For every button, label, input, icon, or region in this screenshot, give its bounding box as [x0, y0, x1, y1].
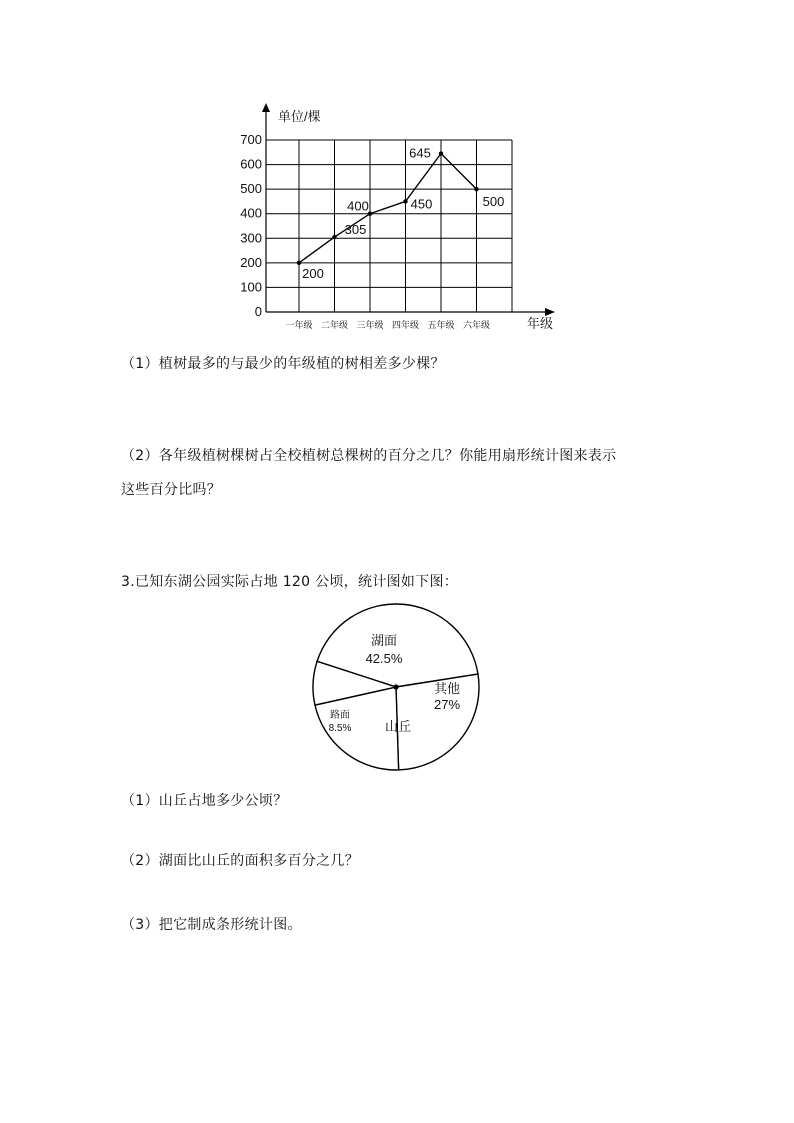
x-tick-label: 一年级 [285, 320, 313, 330]
chart-grid [266, 140, 512, 312]
y-axis-arrow [262, 103, 270, 112]
pie-slice-value: 27% [433, 697, 461, 712]
y-tick-label: 400 [240, 205, 262, 221]
pie-slice-value: 8.5% [328, 723, 352, 734]
series-line [299, 154, 477, 263]
y-tick-label: 700 [240, 132, 262, 147]
x-tick-label: 六年级 [462, 320, 491, 330]
section-3-prompt: 3.已知东湖公园实际占地 120 公顷，统计图如下图： [121, 574, 459, 590]
chart-axes [262, 103, 555, 316]
y-tick-label: 100 [240, 279, 262, 295]
x-tick-label: 四年级 [391, 320, 420, 330]
x-axis-label: 年级 [527, 316, 554, 331]
data-label: 400 [347, 198, 369, 214]
y-tick-label: 600 [240, 156, 262, 172]
data-label: 305 [344, 222, 367, 238]
y-tick-label: 200 [240, 254, 262, 270]
x-tick-label: 三年级 [356, 320, 384, 330]
section-3-question-2: （2）湖面比山丘的面积多百分之几？ [121, 853, 360, 869]
data-label: 200 [302, 265, 324, 281]
data-point [474, 187, 478, 191]
pie-chart [0, 595, 794, 785]
y-tick-label: 0 [254, 304, 262, 319]
data-point [439, 151, 443, 155]
data-point [403, 199, 407, 203]
pie-slice-value: 42.5% [365, 651, 403, 666]
x-axis-arrow [545, 308, 555, 316]
y-tick-labels [240, 132, 262, 319]
pie-slice-label: 路面 [330, 710, 350, 721]
pie-slice-label: 山丘 [384, 719, 412, 734]
y-tick-label: 300 [240, 230, 262, 246]
pie-center-dot [393, 684, 398, 689]
y-tick-label: 500 [240, 181, 262, 197]
question-1: （1）植树最多的与最少的年级植的树相差多少棵？ [121, 356, 445, 372]
pie-slice-label: 湖面 [370, 633, 398, 648]
data-point [297, 261, 301, 265]
question-2-line-2: 这些百分比吗？ [121, 482, 222, 498]
question-2-line-1: （2）各年级植树棵树占全校植树总棵树的百分之几？你能用扇形统计图来表示 [121, 448, 617, 464]
data-label: 500 [482, 194, 505, 210]
section-3-question-3: （3）把它制成条形统计图。 [121, 917, 302, 933]
data-label: 645 [409, 145, 431, 161]
data-label: 450 [410, 196, 433, 212]
section-3-question-1: （1）山丘占地多少公顷？ [121, 793, 288, 809]
pie-slice-label: 其他 [433, 681, 461, 696]
data-point [332, 235, 336, 239]
y-axis-label: 单位/棵 [278, 109, 321, 124]
line-chart [0, 0, 794, 345]
x-tick-label: 二年级 [320, 320, 349, 330]
x-tick-label: 五年级 [427, 320, 455, 330]
x-tick-labels [285, 319, 490, 330]
data-labels [302, 146, 504, 281]
